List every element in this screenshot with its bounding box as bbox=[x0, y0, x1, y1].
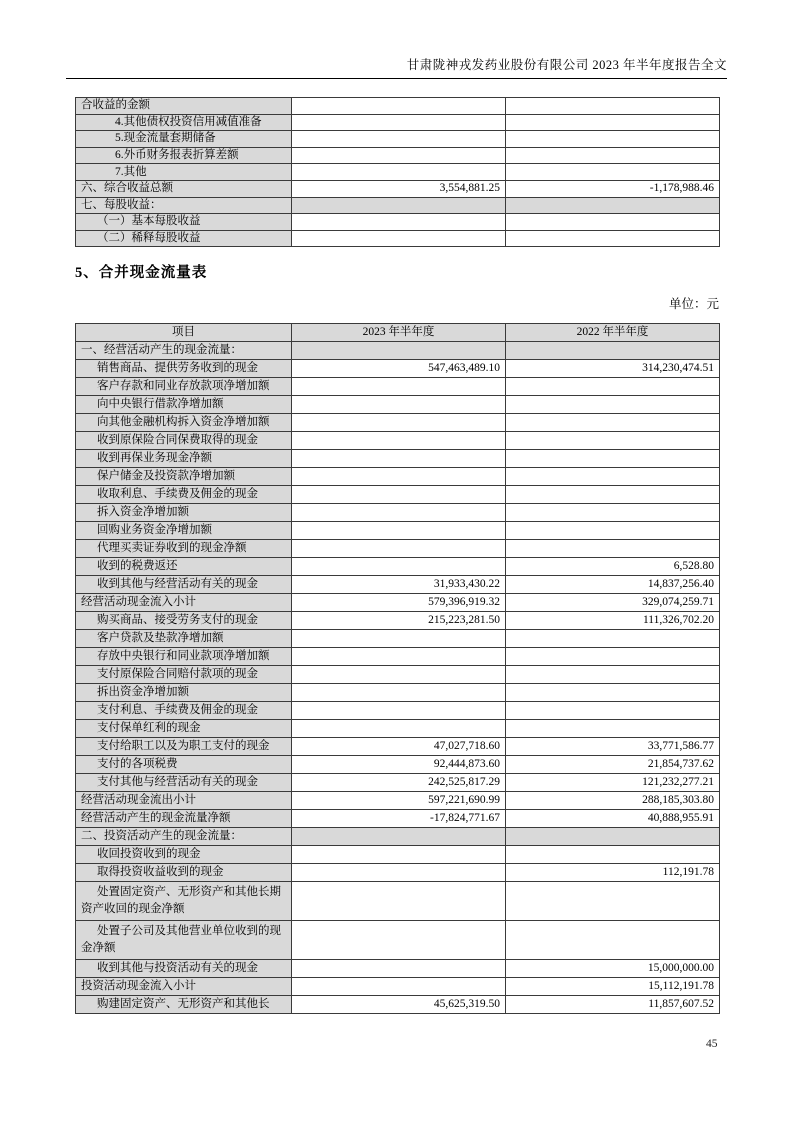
value-2022-cell bbox=[506, 164, 720, 181]
row-label-cell: 收到其他与投资活动有关的现金 bbox=[76, 960, 292, 978]
row-label-cell: 6.外币财务报表折算差额 bbox=[76, 147, 292, 164]
row-label-cell: 存放中央银行和同业款项净增加额 bbox=[76, 648, 292, 666]
value-2023-cell: -17,824,771.67 bbox=[292, 810, 506, 828]
row-label-cell: 收到原保险合同保费取得的现金 bbox=[76, 432, 292, 450]
row-label-cell: 收到的税费返还 bbox=[76, 558, 292, 576]
value-2022-cell bbox=[506, 98, 720, 115]
row-label-cell: 支付利息、手续费及佣金的现金 bbox=[76, 702, 292, 720]
value-2023-cell bbox=[292, 720, 506, 738]
table-row bbox=[76, 828, 720, 846]
row-label-cell: 支付的各项税费 bbox=[76, 756, 292, 774]
value-2023-cell bbox=[292, 214, 506, 231]
value-2022-cell bbox=[506, 666, 720, 684]
value-2023-cell bbox=[292, 648, 506, 666]
row-label-cell: 回购业务资金净增加额 bbox=[76, 522, 292, 540]
value-2022-cell bbox=[506, 882, 720, 921]
value-2023-cell bbox=[292, 702, 506, 720]
table-row bbox=[76, 720, 720, 738]
value-2022-cell: 40,888,955.91 bbox=[506, 810, 720, 828]
value-2022-cell: 121,232,277.21 bbox=[506, 774, 720, 792]
table-row bbox=[76, 180, 720, 197]
table-row bbox=[76, 774, 720, 792]
table-row bbox=[76, 164, 720, 181]
value-2023-cell: 242,525,817.29 bbox=[292, 774, 506, 792]
value-2022-cell bbox=[506, 720, 720, 738]
table-row bbox=[76, 432, 720, 450]
row-label-cell: 购建固定资产、无形资产和其他长 bbox=[76, 996, 292, 1014]
row-label-cell: 六、综合收益总额 bbox=[76, 180, 292, 197]
value-2023-cell: 31,933,430.22 bbox=[292, 576, 506, 594]
value-2022-cell: 15,112,191.78 bbox=[506, 978, 720, 996]
row-label-cell: 保户储金及投资款净增加额 bbox=[76, 468, 292, 486]
row-label-cell: 收取利息、手续费及佣金的现金 bbox=[76, 486, 292, 504]
value-2022-cell: 314,230,474.51 bbox=[506, 360, 720, 378]
value-2022-cell: 33,771,586.77 bbox=[506, 738, 720, 756]
value-2023-cell bbox=[292, 486, 506, 504]
table-row bbox=[76, 468, 720, 486]
value-2023-cell bbox=[292, 558, 506, 576]
page-header bbox=[66, 55, 727, 73]
value-2022-cell: 112,191.78 bbox=[506, 864, 720, 882]
value-2022-cell bbox=[506, 342, 720, 360]
value-2023-cell bbox=[292, 147, 506, 164]
row-label-cell: 拆出资金净增加额 bbox=[76, 684, 292, 702]
row-label-cell: 七、每股收益： bbox=[76, 197, 292, 214]
value-2023-cell bbox=[292, 882, 506, 921]
row-label-cell: 拆入资金净增加额 bbox=[76, 504, 292, 522]
table-row bbox=[76, 882, 720, 921]
table-row bbox=[76, 756, 720, 774]
value-2022-cell bbox=[506, 378, 720, 396]
table-row bbox=[76, 846, 720, 864]
table-row bbox=[76, 378, 720, 396]
column-header-2023: 2023 年半年度 bbox=[292, 324, 506, 342]
table-row bbox=[76, 414, 720, 432]
value-2023-cell bbox=[292, 630, 506, 648]
table-row bbox=[76, 612, 720, 630]
value-2023-cell bbox=[292, 864, 506, 882]
table-row bbox=[76, 921, 720, 960]
row-label-cell: 支付保单红利的现金 bbox=[76, 720, 292, 738]
value-2023-cell bbox=[292, 164, 506, 181]
row-label-cell: 处置固定资产、无形资产和其他长期资产收回的现金净额 bbox=[76, 882, 292, 921]
row-label-cell: 7.其他 bbox=[76, 164, 292, 181]
value-2023-cell bbox=[292, 114, 506, 131]
row-label-cell: 销售商品、提供劳务收到的现金 bbox=[76, 360, 292, 378]
table-row bbox=[76, 630, 720, 648]
value-2022-cell bbox=[506, 432, 720, 450]
table-row bbox=[76, 996, 720, 1014]
row-label-cell: 收到再保业务现金净额 bbox=[76, 450, 292, 468]
table-row bbox=[76, 197, 720, 214]
row-label-cell: （一）基本每股收益 bbox=[76, 214, 292, 231]
page-header-title: 甘肃陇神戎发药业股份有限公司 2023 年半年度报告全文 bbox=[406, 58, 727, 72]
value-2022-cell: 14,837,256.40 bbox=[506, 576, 720, 594]
page-number: 45 bbox=[706, 1038, 718, 1050]
cash-flow-table-body bbox=[76, 324, 720, 1014]
value-2022-cell bbox=[506, 450, 720, 468]
row-label-cell: 收到其他与经营活动有关的现金 bbox=[76, 576, 292, 594]
value-2023-cell bbox=[292, 921, 506, 960]
table-row bbox=[76, 540, 720, 558]
table-row bbox=[76, 450, 720, 468]
table-row bbox=[76, 978, 720, 996]
row-label-cell: 合收益的金额 bbox=[76, 98, 292, 115]
row-label-cell: 向中央银行借款净增加额 bbox=[76, 396, 292, 414]
value-2022-cell bbox=[506, 230, 720, 247]
row-label-cell: 向其他金融机构拆入资金净增加额 bbox=[76, 414, 292, 432]
value-2023-cell bbox=[292, 666, 506, 684]
value-2023-cell bbox=[292, 540, 506, 558]
table-row bbox=[76, 486, 720, 504]
row-label-cell: 取得投资收益收到的现金 bbox=[76, 864, 292, 882]
value-2022-cell bbox=[506, 846, 720, 864]
value-2022-cell bbox=[506, 414, 720, 432]
value-2022-cell bbox=[506, 468, 720, 486]
unit-label: 单位：元 bbox=[668, 297, 719, 311]
value-2023-cell: 579,396,919.32 bbox=[292, 594, 506, 612]
value-2023-cell bbox=[292, 978, 506, 996]
table-header-row bbox=[76, 324, 720, 342]
table-row bbox=[76, 576, 720, 594]
row-label-cell: 经营活动产生的现金流量净额 bbox=[76, 810, 292, 828]
value-2023-cell: 215,223,281.50 bbox=[292, 612, 506, 630]
table-row bbox=[76, 558, 720, 576]
column-header-2022: 2022 年半年度 bbox=[506, 324, 720, 342]
table-row bbox=[76, 738, 720, 756]
table-row bbox=[76, 504, 720, 522]
value-2022-cell bbox=[506, 396, 720, 414]
value-2022-cell bbox=[506, 504, 720, 522]
row-label-cell: 一、经营活动产生的现金流量： bbox=[76, 342, 292, 360]
table-row bbox=[76, 98, 720, 115]
table-row bbox=[76, 131, 720, 148]
value-2023-cell bbox=[292, 504, 506, 522]
value-2022-cell bbox=[506, 540, 720, 558]
row-label-cell: 购买商品、接受劳务支付的现金 bbox=[76, 612, 292, 630]
value-2023-cell bbox=[292, 197, 506, 214]
value-2022-cell: 21,854,737.62 bbox=[506, 756, 720, 774]
value-2022-cell: 288,185,303.80 bbox=[506, 792, 720, 810]
table-row bbox=[76, 960, 720, 978]
value-2023-cell: 47,027,718.60 bbox=[292, 738, 506, 756]
value-2023-cell bbox=[292, 230, 506, 247]
row-label-cell: 支付其他与经营活动有关的现金 bbox=[76, 774, 292, 792]
value-2023-cell bbox=[292, 378, 506, 396]
comprehensive-income-table-body bbox=[76, 98, 720, 247]
value-2023-cell bbox=[292, 960, 506, 978]
value-2022-cell bbox=[506, 921, 720, 960]
value-2022-cell bbox=[506, 702, 720, 720]
value-2023-cell bbox=[292, 468, 506, 486]
value-2022-cell bbox=[506, 522, 720, 540]
value-2022-cell bbox=[506, 486, 720, 504]
table-row bbox=[76, 522, 720, 540]
value-2023-cell: 92,444,873.60 bbox=[292, 756, 506, 774]
table-row bbox=[76, 214, 720, 231]
row-label-cell: 5.现金流量套期储备 bbox=[76, 131, 292, 148]
value-2022-cell bbox=[506, 648, 720, 666]
row-label-cell: 客户存款和同业存放款项净增加额 bbox=[76, 378, 292, 396]
row-label-cell: 4.其他债权投资信用减值准备 bbox=[76, 114, 292, 131]
table-row bbox=[76, 702, 720, 720]
value-2022-cell bbox=[506, 114, 720, 131]
row-label-cell: （二）稀释每股收益 bbox=[76, 230, 292, 247]
value-2022-cell: 6,528.80 bbox=[506, 558, 720, 576]
row-label-cell: 客户贷款及垫款净增加额 bbox=[76, 630, 292, 648]
value-2023-cell bbox=[292, 684, 506, 702]
table-row bbox=[76, 792, 720, 810]
table-row bbox=[76, 594, 720, 612]
value-2023-cell: 3,554,881.25 bbox=[292, 180, 506, 197]
value-2022-cell: 111,326,702.20 bbox=[506, 612, 720, 630]
row-label-cell: 收回投资收到的现金 bbox=[76, 846, 292, 864]
row-label-cell: 支付给职工以及为职工支付的现金 bbox=[76, 738, 292, 756]
value-2022-cell bbox=[506, 214, 720, 231]
table-row bbox=[76, 114, 720, 131]
table-row bbox=[76, 684, 720, 702]
value-2023-cell bbox=[292, 432, 506, 450]
table-row bbox=[76, 666, 720, 684]
row-label-cell: 经营活动现金流出小计 bbox=[76, 792, 292, 810]
value-2022-cell: 329,074,259.71 bbox=[506, 594, 720, 612]
table-row bbox=[76, 360, 720, 378]
value-2023-cell bbox=[292, 342, 506, 360]
header-rule bbox=[66, 78, 727, 79]
value-2023-cell bbox=[292, 522, 506, 540]
table-row bbox=[76, 396, 720, 414]
value-2022-cell: -1,178,988.46 bbox=[506, 180, 720, 197]
row-label-cell: 经营活动现金流入小计 bbox=[76, 594, 292, 612]
value-2022-cell bbox=[506, 684, 720, 702]
table-row bbox=[76, 147, 720, 164]
row-label-cell: 支付原保险合同赔付款项的现金 bbox=[76, 666, 292, 684]
table-row bbox=[76, 648, 720, 666]
table-row bbox=[76, 230, 720, 247]
row-label-cell: 处置子公司及其他营业单位收到的现金净额 bbox=[76, 921, 292, 960]
value-2022-cell: 11,857,607.52 bbox=[506, 996, 720, 1014]
cash-flow-table bbox=[75, 323, 720, 1014]
value-2023-cell: 547,463,489.10 bbox=[292, 360, 506, 378]
value-2022-cell bbox=[506, 131, 720, 148]
comprehensive-income-table bbox=[75, 97, 720, 247]
value-2022-cell: 15,000,000.00 bbox=[506, 960, 720, 978]
table-row bbox=[76, 342, 720, 360]
value-2023-cell bbox=[292, 98, 506, 115]
row-label-cell: 代理买卖证券收到的现金净额 bbox=[76, 540, 292, 558]
value-2022-cell bbox=[506, 828, 720, 846]
value-2023-cell: 597,221,690.99 bbox=[292, 792, 506, 810]
value-2023-cell bbox=[292, 828, 506, 846]
value-2023-cell: 45,625,319.50 bbox=[292, 996, 506, 1014]
row-label-cell: 二、投资活动产生的现金流量： bbox=[76, 828, 292, 846]
section-heading: 5、合并现金流量表 bbox=[75, 265, 208, 281]
value-2022-cell bbox=[506, 630, 720, 648]
table-row bbox=[76, 864, 720, 882]
value-2023-cell bbox=[292, 131, 506, 148]
row-label-cell: 投资活动现金流入小计 bbox=[76, 978, 292, 996]
value-2023-cell bbox=[292, 846, 506, 864]
value-2023-cell bbox=[292, 396, 506, 414]
value-2023-cell bbox=[292, 414, 506, 432]
value-2022-cell bbox=[506, 197, 720, 214]
value-2023-cell bbox=[292, 450, 506, 468]
column-header-item: 项目 bbox=[76, 324, 292, 342]
table-row bbox=[76, 810, 720, 828]
value-2022-cell bbox=[506, 147, 720, 164]
